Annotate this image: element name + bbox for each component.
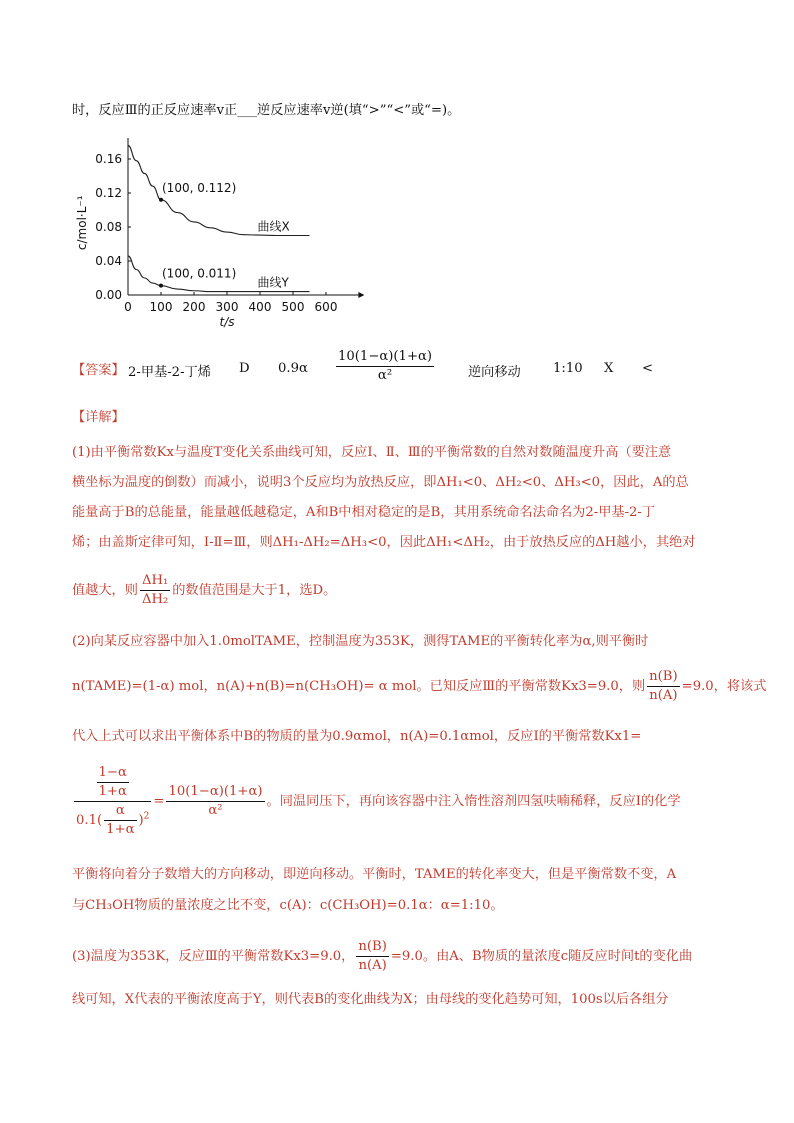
kx1-eq: = — [153, 794, 165, 809]
kx1-expression — [72, 764, 681, 839]
x-axis-label: t/s — [219, 315, 235, 329]
p2-line-2 — [72, 668, 766, 705]
x-axis-arrow — [358, 292, 364, 298]
x-tick-label: 0 — [124, 300, 132, 314]
p3-line-2: 线可知，X代表的平衡浓度高于Y，则代表B的变化曲线为X；由母线的变化趋势可知，100s以后各组分 — [72, 992, 669, 1007]
annotation-label-2: (100, 0.011) — [162, 266, 237, 281]
kx1-d1: 1+α — [98, 784, 127, 799]
annotation-point-2 — [159, 284, 163, 288]
x-tick-label: 100 — [149, 300, 173, 314]
answer-fraction — [334, 348, 436, 385]
p2-line2-post: =9.0，将该式 — [681, 679, 767, 694]
answer-item-6: X — [604, 361, 614, 376]
p2-line-5: 平衡将向着分子数增大的方向移动，即逆向移动。平衡时，TAME的转化率变大，但是平衡常数不变，A — [72, 867, 677, 882]
y-tick-label: 0.00 — [95, 288, 122, 302]
x-tick-label: 200 — [182, 300, 206, 314]
p1-line-5 — [72, 572, 336, 609]
question-tail: 时，反应Ⅲ的正反应速率v正___逆反应速率v逆(填“>”“<”或“=)。 — [72, 103, 461, 118]
p3-line1-pre: (3)温度为353K，反应Ⅲ的平衡常数Kx3=9.0， — [72, 949, 355, 964]
p2-line-3: 代入上式可以求出平衡体系中B的物质的量为0.9αmol，n(A)=0.1αmol，反应Ⅰ的平衡常数Kx1= — [72, 729, 642, 744]
kx1-n2: α — [104, 802, 136, 821]
p2-line-1: (2)向某反应容器中加入1.0molTAME，控制温度为353K，测得TAME的平衡转化率为α,则平衡时 — [72, 634, 649, 649]
x-tick-label: 600 — [314, 300, 338, 314]
y-axis-label: c/mol·L⁻¹ — [75, 195, 89, 251]
p3-nb: n(B) — [356, 938, 388, 957]
kx1-d2: 1+α — [106, 822, 135, 837]
answer-fraction-den: α² — [377, 368, 393, 383]
kx1-post: 。同温同压下，再向该容器中注入惰性溶剂四氢呋喃稀释，反应Ⅰ的化学 — [266, 794, 681, 809]
p3-line-1 — [72, 938, 692, 975]
p1-line-4: 烯；由盖斯定律可知，Ⅰ-Ⅱ=Ⅲ，则ΔH₁-ΔH₂=ΔH₃<0，因此ΔH₁<ΔH₂，由于放热反应的ΔH越小，其绝对 — [72, 535, 696, 550]
kx1-rden: α² — [208, 803, 223, 818]
answer-fraction-num: 10(1−α)(1+α) — [336, 348, 434, 367]
p2-line-6: 与CH₃OH物质的量浓度之比不变，c(A)：c(CH₃OH)=0.1α：α=1:10。 — [72, 898, 504, 913]
p1-last-post: 的数值范围是大于1，选D。 — [172, 583, 337, 598]
kx1-coef: 0.1 — [76, 813, 97, 828]
p2-nb: n(B) — [647, 668, 679, 687]
answer-item-4: 逆向移动 — [468, 365, 521, 380]
series-label-2: 曲线Y — [257, 275, 289, 290]
p1-line-3: 能量高于B的总能量，能量越低越稳定，A和B中相对稳定的是B，其用系统命名法命名为2-甲基-2-丁 — [72, 505, 656, 520]
y-tick-label: 0.16 — [95, 152, 122, 166]
detail-label: 【详解】 — [72, 410, 125, 425]
p1-line-2: 横坐标为温度的倒数）而减小，说明3个反应均为放热反应，即ΔH₁<0、ΔH₂<0、ΔH₃<0，因此，A的总 — [72, 475, 689, 490]
series-label-1: 曲线X — [257, 219, 290, 234]
p1-line-1: (1)由平衡常数Kx与温度T变化关系曲线可知，反应Ⅰ、Ⅱ、Ⅲ的平衡常数的自然对数随温度升高（要注意 — [72, 445, 672, 460]
answer-item-1: 2-甲基-2-丁烯 — [128, 365, 211, 380]
answer-item-3: 0.9α — [278, 361, 308, 376]
x-tick-label: 500 — [281, 300, 305, 314]
y-tick-label: 0.08 — [95, 220, 122, 234]
x-tick-label: 300 — [215, 300, 239, 314]
p2-line2-pre: n(TAME)=(1-α) mol，n(A)+n(B)=n(CH₃OH)= α mol。已知反应Ⅲ的平衡常数Kx3=9.0，则 — [72, 679, 646, 694]
concentration-time-chart — [72, 138, 372, 338]
p3-line1-post: =9.0。由A、B物质的量浓度c随反应时间t的变化曲 — [390, 949, 693, 964]
x-tick-label: 400 — [248, 300, 272, 314]
dh1: ΔH₁ — [140, 572, 170, 591]
p2-na: n(A) — [649, 688, 678, 703]
annotation-label-1: (100, 0.112) — [162, 180, 237, 195]
kx1-big-fraction: $\frac{1-\alpha}{1+\alpha}$ 0.1( $\frac{\alpha}{1+\alpha}$ )$^2$ — [76, 765, 150, 837]
answer-item-5: 1:10 — [553, 361, 583, 376]
p3-na: n(A) — [358, 958, 387, 973]
kx1-rnum: 10(1−α)(1+α) — [166, 783, 264, 802]
answer-item-7: < — [642, 361, 654, 376]
y-tick-label: 0.04 — [95, 254, 122, 268]
dh2: ΔH₂ — [141, 592, 169, 607]
answer-item-2: D — [239, 361, 250, 376]
p1-last-pre: 值越大，则 — [72, 583, 138, 598]
kx1-n1: 1−α — [97, 764, 129, 783]
annotation-point-1 — [159, 198, 163, 202]
y-tick-label: 0.12 — [95, 186, 122, 200]
answer-label: 【答案】 — [72, 363, 125, 378]
